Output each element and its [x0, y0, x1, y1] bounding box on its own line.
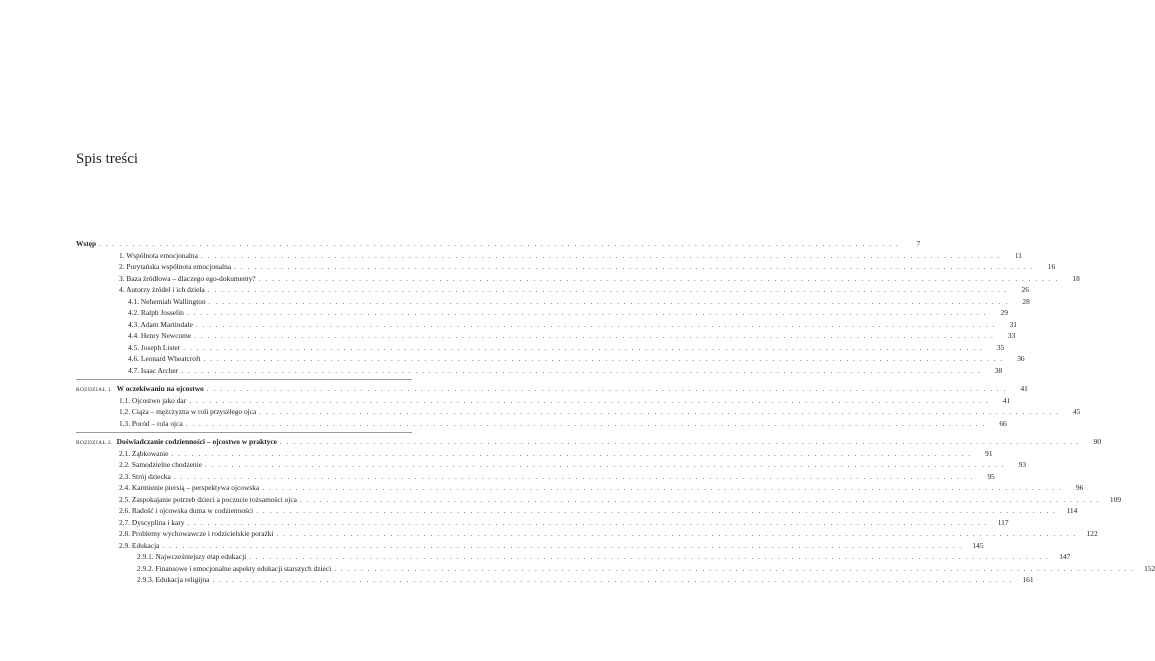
page-number: 45 — [1073, 407, 1081, 416]
section-divider — [76, 379, 412, 380]
toc-entry-label: 4.1. Nehemiah Wallington — [128, 296, 206, 306]
leader-dots: . . . . . . . . . . . . . . . . . . . . . . . . . . . . . . . . . . . . . . . . . . . . . . . . . . . . . . . . . . . . . . . . . . . . . . . . . . . . . . . . . . . . . . . . . . . . . . . . . . . . . . . . . . . . . . . . . . . . . . . . — [189, 395, 990, 405]
page-number: 16 — [1047, 262, 1056, 271]
chapter-prefix: ROZDZIAŁ 2. — [76, 440, 113, 446]
toc-entry[interactable] — [76, 395, 1011, 407]
leader-dots: . . . . . . . . . . . . . . . . . . . . . . . . . . . . . . . . . . . . . . . . . . . . . . . . . . . . . . . . . . . . . . . . . . . . . . . . . . . . . . . . . . . . . . . . . . . . . . . . . . . . . . . . . . . . . . . . . . . . . . . . — [334, 563, 1135, 573]
leader-dots: . . . . . . . . . . . . . . . . . . . . . . . . . . . . . . . . . . . . . . . . . . . . . . . . . . . . . . . . . . . . . . . . . . . . . . . . . . . . . . . . . . . . . . . . . . . . . . . . . . . . . . . . . . . . . . . . . . . . . . . . — [185, 418, 986, 428]
toc-entry-label: 1.1. Ojcostwo jako dar — [119, 395, 187, 405]
toc-entry[interactable] — [76, 365, 1003, 377]
toc-entry[interactable] — [76, 307, 1008, 319]
page-number: 91 — [985, 448, 993, 458]
leader-dots: . . . . . . . . . . . . . . . . . . . . . . . . . . . . . . . . . . . . . . . . . . . . . . . . . . . . . . . . . . . . . . . . . . . . . . . . . . . . . . . . . . . . . . . . . . . . . . . . . . . . . . . . . . . . . . . . . . . . . . . . — [186, 308, 987, 317]
chapter-prefix: ROZDZIAŁ 1. — [76, 387, 113, 393]
leader-dots: . . . . . . . . . . . . . . . . . . . . . . . . . . . . . . . . . . . . . . . . . . . . . . . . . . . . . . . . . . . . . . . . . . . . . . . . . . . . . . . . . . . . . . . . . . . . . . . . . . . . . . . . . . . . . . . . . . . . . . . . — [207, 285, 1008, 294]
toc-entry[interactable] — [76, 296, 1030, 308]
page-number: 122 — [1086, 529, 1098, 538]
leader-dots: . . . . . . . . . . . . . . . . . . . . . . . . . . . . . . . . . . . . . . . . . . . . . . . . . . . . . . . . . . . . . . . . . . . . . . . . . . . . . . . . . . . . . . . . . . . . . . . . . . . . . . . . . . . . . . . . . . . . . . . . — [181, 365, 982, 375]
page-number: 41 — [1020, 384, 1028, 393]
toc-entry-label: 2.4. Karmienie piersią – perspektywa ojcowska — [119, 483, 260, 492]
toc-entry[interactable] — [76, 284, 1029, 296]
page-number: 161 — [1022, 575, 1034, 584]
leader-dots: . . . . . . . . . . . . . . . . . . . . . . . . . . . . . . . . . . . . . . . . . . . . . . . . . . . . . . . . . . . . . . . . . . . . . . . . . . . . . . . . . . . . . . . . . . . . . . . . . . . . . . . . . . . . . . . . . . . . . . . . — [256, 506, 1057, 515]
page-number: 31 — [1009, 319, 1017, 329]
toc-entry-label: 2. Purytańska wspólnota emocjonalna — [119, 262, 232, 271]
leader-dots: . . . . . . . . . . . . . . . . . . . . . . . . . . . . . . . . . . . . . . . . . . . . . . . . . . . . . . . . . . . . . . . . . . . . . . . . . . . . . . . . . . . . . . . . . . . . . . . . . . . . . . . . . . . . . . . . . . . . . . . . — [234, 262, 1035, 271]
page-number: 114 — [1066, 506, 1078, 515]
toc-entry[interactable] — [76, 261, 1056, 273]
toc-entry-label: 4.6. Leonard Wheatcroft — [128, 354, 201, 363]
page-number: 109 — [1109, 494, 1122, 504]
toc-entry[interactable] — [76, 517, 1009, 529]
toc-entry[interactable] — [76, 505, 1078, 517]
toc-entry-label: 4.7. Isaac Archer — [128, 365, 179, 375]
page-number: 93 — [1018, 460, 1027, 469]
toc-entry-label: 2.9.3. Edukacja religijna — [137, 575, 210, 584]
toc-chapter-2 — [76, 436, 1155, 586]
toc-chapter-1 — [76, 383, 1081, 429]
page-title: Spis treści — [76, 151, 139, 167]
page-number: 90 — [1093, 437, 1102, 446]
toc-entry-label: 2.6. Radość i ojcowska duma w codzienności — [119, 506, 254, 515]
toc-entry[interactable] — [76, 471, 995, 483]
toc-entry-label: 4.4. Henry Newcome — [128, 331, 192, 340]
page-number: 18 — [1072, 273, 1080, 283]
page-number: 7 — [916, 239, 921, 248]
toc-entry-label: 1. Wspólnota emocjonalna — [119, 250, 198, 260]
toc-entry-label: 4.5. Joseph Lister — [128, 342, 181, 352]
toc-entry-label: 2.9. Edukacja — [119, 540, 160, 550]
page-number: 145 — [972, 540, 984, 550]
chapter-title: Doświadczanie codzienności – ojcostwo w praktyce — [116, 437, 277, 446]
toc-entry-label: 1.2. Ciąża – mężczyzna w roli przyszłego ojca — [119, 407, 257, 416]
toc-entry[interactable] — [76, 319, 1017, 331]
toc-entry-label: 2.2. Samodzielne chodzenie — [119, 460, 202, 469]
page-number: 95 — [987, 471, 995, 481]
toc-entry-label: 4.3. Adam Martindale — [128, 319, 193, 329]
page-number: 26 — [1021, 285, 1029, 294]
leader-dots: . . . . . . . . . . . . . . . . . . . . . . . . . . . . . . . . . . . . . . . . . . . . . . . . . . . . . . . . . . . . . . . . . . . . . . . . . . . . . . . . . . . . . . . . . . . . . . . . . . . . . . . . . . . . . . . . . . . . . . . . — [262, 483, 1063, 492]
toc-entry[interactable] — [76, 353, 1025, 365]
toc-entry-label: 2.5. Zaspokajanie potrzeb dzieci a poczucie tożsamości ojca — [119, 494, 297, 504]
toc-entry[interactable] — [76, 551, 1071, 563]
leader-dots: . . . . . . . . . . . . . . . . . . . . . . . . . . . . . . . . . . . . . . . . . . . . . . . . . . . . . . . . . . . . . . . . . . . . . . . . . . . . . . . . . . . . . . . . . . . . . . . . . . . . . . . . . . . . . . . . . . . . . . . . — [212, 575, 1013, 584]
toc-entry[interactable] — [76, 448, 993, 460]
toc-entry-label: 2.7. Dyscyplina i kary — [119, 517, 185, 527]
page-number: 29 — [1000, 308, 1008, 317]
toc-entry-label: 2.1. Ząbkowanie — [119, 448, 169, 458]
toc-entry[interactable] — [76, 418, 1007, 430]
toc-entry[interactable] — [76, 238, 921, 250]
leader-dots: . . . . . . . . . . . . . . . . . . . . . . . . . . . . . . . . . . . . . . . . . . . . . . . . . . . . . . . . . . . . . . . . . . . . . . . . . . . . . . . . . . . . . . . . . . . . . . . . . . . . . . . . . . . . . . . . . . . . . . . . — [171, 448, 972, 458]
toc-entry[interactable] — [76, 563, 1155, 575]
leader-dots: . . . . . . . . . . . . . . . . . . . . . . . . . . . . . . . . . . . . . . . . . . . . . . . . . . . . . . . . . . . . . . . . . . . . . . . . . . . . . . . . . . . . . . . . . . . . . . . . . . . . . . . . . . . . . . . . . . . . . . . . — [183, 342, 984, 352]
page-number: 28 — [1022, 296, 1030, 306]
leader-dots: . . . . . . . . . . . . . . . . . . . . . . . . . . . . . . . . . . . . . . . . . . . . . . . . . . . . . . . . . . . . . . . . . . . . . . . . . . . . . . . . . . . . . . . . . . . . . . . . . . . . . . . . . . . . . . . . . . . . . . . . — [194, 331, 995, 340]
toc-entry-label: Wstęp — [76, 239, 97, 248]
page-number: 11 — [1014, 250, 1022, 260]
toc-entry-label: 2.9.1. Najwcześniejszy etap edukacji — [137, 552, 247, 561]
page-number: 36 — [1017, 354, 1025, 363]
toc-entry-label: 2.9.2. Finansowe i emocjonalne aspekty edukacji starszych dzieci — [137, 563, 332, 573]
leader-dots: . . . . . . . . . . . . . . . . . . . . . . . . . . . . . . . . . . . . . . . . . . . . . . . . . . . . . . . . . . . . . . . . . . . . . . . . . . . . . . . . . . . . . . . . . . . . . . . . . . . . . . . . . . . . . . . . . . . . . . . . — [206, 384, 1007, 393]
page-number: 33 — [1007, 331, 1016, 340]
toc-entry[interactable] — [76, 342, 1005, 354]
toc-entry[interactable] — [76, 330, 1016, 342]
leader-dots: . . . . . . . . . . . . . . . . . . . . . . . . . . . . . . . . . . . . . . . . . . . . . . . . . . . . . . . . . . . . . . . . . . . . . . . . . . . . . . . . . . . . . . . . . . . . . . . . . . . . . . . . . . . . . . . . . . . . . . . . — [208, 296, 1009, 306]
toc-entry[interactable] — [76, 574, 1034, 586]
leader-dots: . . . . . . . . . . . . . . . . . . . . . . . . . . . . . . . . . . . . . . . . . . . . . . . . . . . . . . . . . . . . . . . . . . . . . . . . . . . . . . . . . . . . . . . . . . . . . . . . . . . . . . . . . . . . . . . . . . . . . . . . — [173, 471, 974, 481]
toc-entry-label: 2.3. Strój dziecka — [119, 471, 171, 481]
page-number: 41 — [1002, 395, 1011, 405]
toc-chapter-heading[interactable] — [76, 383, 1028, 395]
leader-dots: . . . . . . . . . . . . . . . . . . . . . . . . . . . . . . . . . . . . . . . . . . . . . . . . . . . . . . . . . . . . . . . . . . . . . . . . . . . . . . . . . . . . . . . . . . . . . . . . . . . . . . . . . . . . . . . . . . . . . . . . — [203, 354, 1004, 363]
toc-entry[interactable] — [76, 540, 984, 552]
toc-entry[interactable] — [76, 250, 1022, 262]
page-number: 35 — [996, 342, 1005, 352]
table-of-contents — [76, 238, 1155, 586]
toc-entry[interactable] — [76, 528, 1098, 540]
leader-dots: . . . . . . . . . . . . . . . . . . . . . . . . . . . . . . . . . . . . . . . . . . . . . . . . . . . . . . . . . . . . . . . . . . . . . . . . . . . . . . . . . . . . . . . . . . . . . . . . . . . . . . . . . . . . . . . . . . . . . . . . — [204, 460, 1006, 469]
toc-entry-label: 4. Autorzy źródeł i ich dzieła — [119, 285, 205, 294]
toc-entry-label: 4.2. Ralph Josselin — [128, 308, 184, 317]
toc-entry-label: 2.8. Problemy wychowawcze i rodzicielskie porażki — [119, 529, 274, 538]
toc-entry-label: 3. Baza źródłowa – dlaczego ego-dokumenty? — [119, 273, 256, 283]
chapter-title: W oczekiwaniu na ojcostwo — [116, 384, 204, 393]
section-divider — [76, 432, 412, 433]
leader-dots: . . . . . . . . . . . . . . . . . . . . . . . . . . . . . . . . . . . . . . . . . . . . . . . . . . . . . . . . . . . . . . . . . . . . . . . . . . . . . . . . . . . . . . . . . . . . . . . . . . . . . . . . . . . . . . . . . . . . . . . . — [200, 250, 1001, 260]
page-number: 152 — [1144, 563, 1155, 573]
leader-dots: . . . . . . . . . . . . . . . . . . . . . . . . . . . . . . . . . . . . . . . . . . . . . . . . . . . . . . . . . . . . . . . . . . . . . . . . . . . . . . . . . . . . . . . . . . . . . . . . . . . . . . . . . . . . . . . . . . . . . . . . — [276, 529, 1077, 538]
leader-dots: . . . . . . . . . . . . . . . . . . . . . . . . . . . . . . . . . . . . . . . . . . . . . . . . . . . . . . . . . . . . . . . . . . . . . . . . . . . . . . . . . . . . . . . . . . . . . . . . . . . . . . . . . . . . . . . . . . . . . . . . — [279, 437, 1081, 446]
toc-chapter-heading[interactable] — [76, 436, 1102, 448]
leader-dots: . . . . . . . . . . . . . . . . . . . . . . . . . . . . . . . . . . . . . . . . . . . . . . . . . . . . . . . . . . . . . . . . . . . . . . . . . . . . . . . . . . . . . . . . . . . . . . . . . . . . . . . . . . . . . . . . . . . . . . . . — [258, 273, 1059, 283]
page-number: 38 — [994, 365, 1003, 375]
toc-entry[interactable] — [76, 494, 1122, 506]
toc-entry[interactable] — [76, 406, 1081, 418]
toc-entry[interactable] — [76, 273, 1080, 285]
page-number: 117 — [997, 517, 1009, 527]
leader-dots: . . . . . . . . . . . . . . . . . . . . . . . . . . . . . . . . . . . . . . . . . . . . . . . . . . . . . . . . . . . . . . . . . . . . . . . . . . . . . . . . . . . . . . . . . . . . . . . . . . . . . . . . . . . . . . . . . . . . . . . . — [249, 552, 1050, 561]
toc-entry[interactable] — [76, 459, 1027, 471]
page-number: 147 — [1059, 552, 1071, 561]
leader-dots: . . . . . . . . . . . . . . . . . . . . . . . . . . . . . . . . . . . . . . . . . . . . . . . . . . . . . . . . . . . . . . . . . . . . . . . . . . . . . . . . . . . . . . . . . . . . . . . . . . . . . . . . . . . . . . . . . . . . . . . . — [187, 517, 988, 527]
leader-dots: . . . . . . . . . . . . . . . . . . . . . . . . . . . . . . . . . . . . . . . . . . . . . . . . . . . . . . . . . . . . . . . . . . . . . . . . . . . . . . . . . . . . . . . . . . . . . . . . . . . . . . . . . . . . . . . . . . . . . . . . — [299, 494, 1101, 504]
toc-intro-section — [76, 238, 1080, 376]
toc-entry-label: 1.3. Poród – rola ojca — [119, 418, 183, 428]
leader-dots: . . . . . . . . . . . . . . . . . . . . . . . . . . . . . . . . . . . . . . . . . . . . . . . . . . . . . . . . . . . . . . . . . . . . . . . . . . . . . . . . . . . . . . . . . . . . . . . . . . . . . . . . . . . . . . . . . . . . . . . . — [195, 319, 996, 329]
leader-dots: . . . . . . . . . . . . . . . . . . . . . . . . . . . . . . . . . . . . . . . . . . . . . . . . . . . . . . . . . . . . . . . . . . . . . . . . . . . . . . . . . . . . . . . . . . . . . . . . . . . . . . . . . . . . . . . . . . . . . . . . — [99, 239, 900, 248]
leader-dots: . . . . . . . . . . . . . . . . . . . . . . . . . . . . . . . . . . . . . . . . . . . . . . . . . . . . . . . . . . . . . . . . . . . . . . . . . . . . . . . . . . . . . . . . . . . . . . . . . . . . . . . . . . . . . . . . . . . . . . . . — [259, 407, 1060, 416]
page-number: 66 — [999, 418, 1007, 428]
page-number: 96 — [1075, 483, 1084, 492]
leader-dots: . . . . . . . . . . . . . . . . . . . . . . . . . . . . . . . . . . . . . . . . . . . . . . . . . . . . . . . . . . . . . . . . . . . . . . . . . . . . . . . . . . . . . . . . . . . . . . . . . . . . . . . . . . . . . . . . . . . . . . . . — [162, 540, 963, 550]
toc-entry[interactable] — [76, 482, 1084, 494]
